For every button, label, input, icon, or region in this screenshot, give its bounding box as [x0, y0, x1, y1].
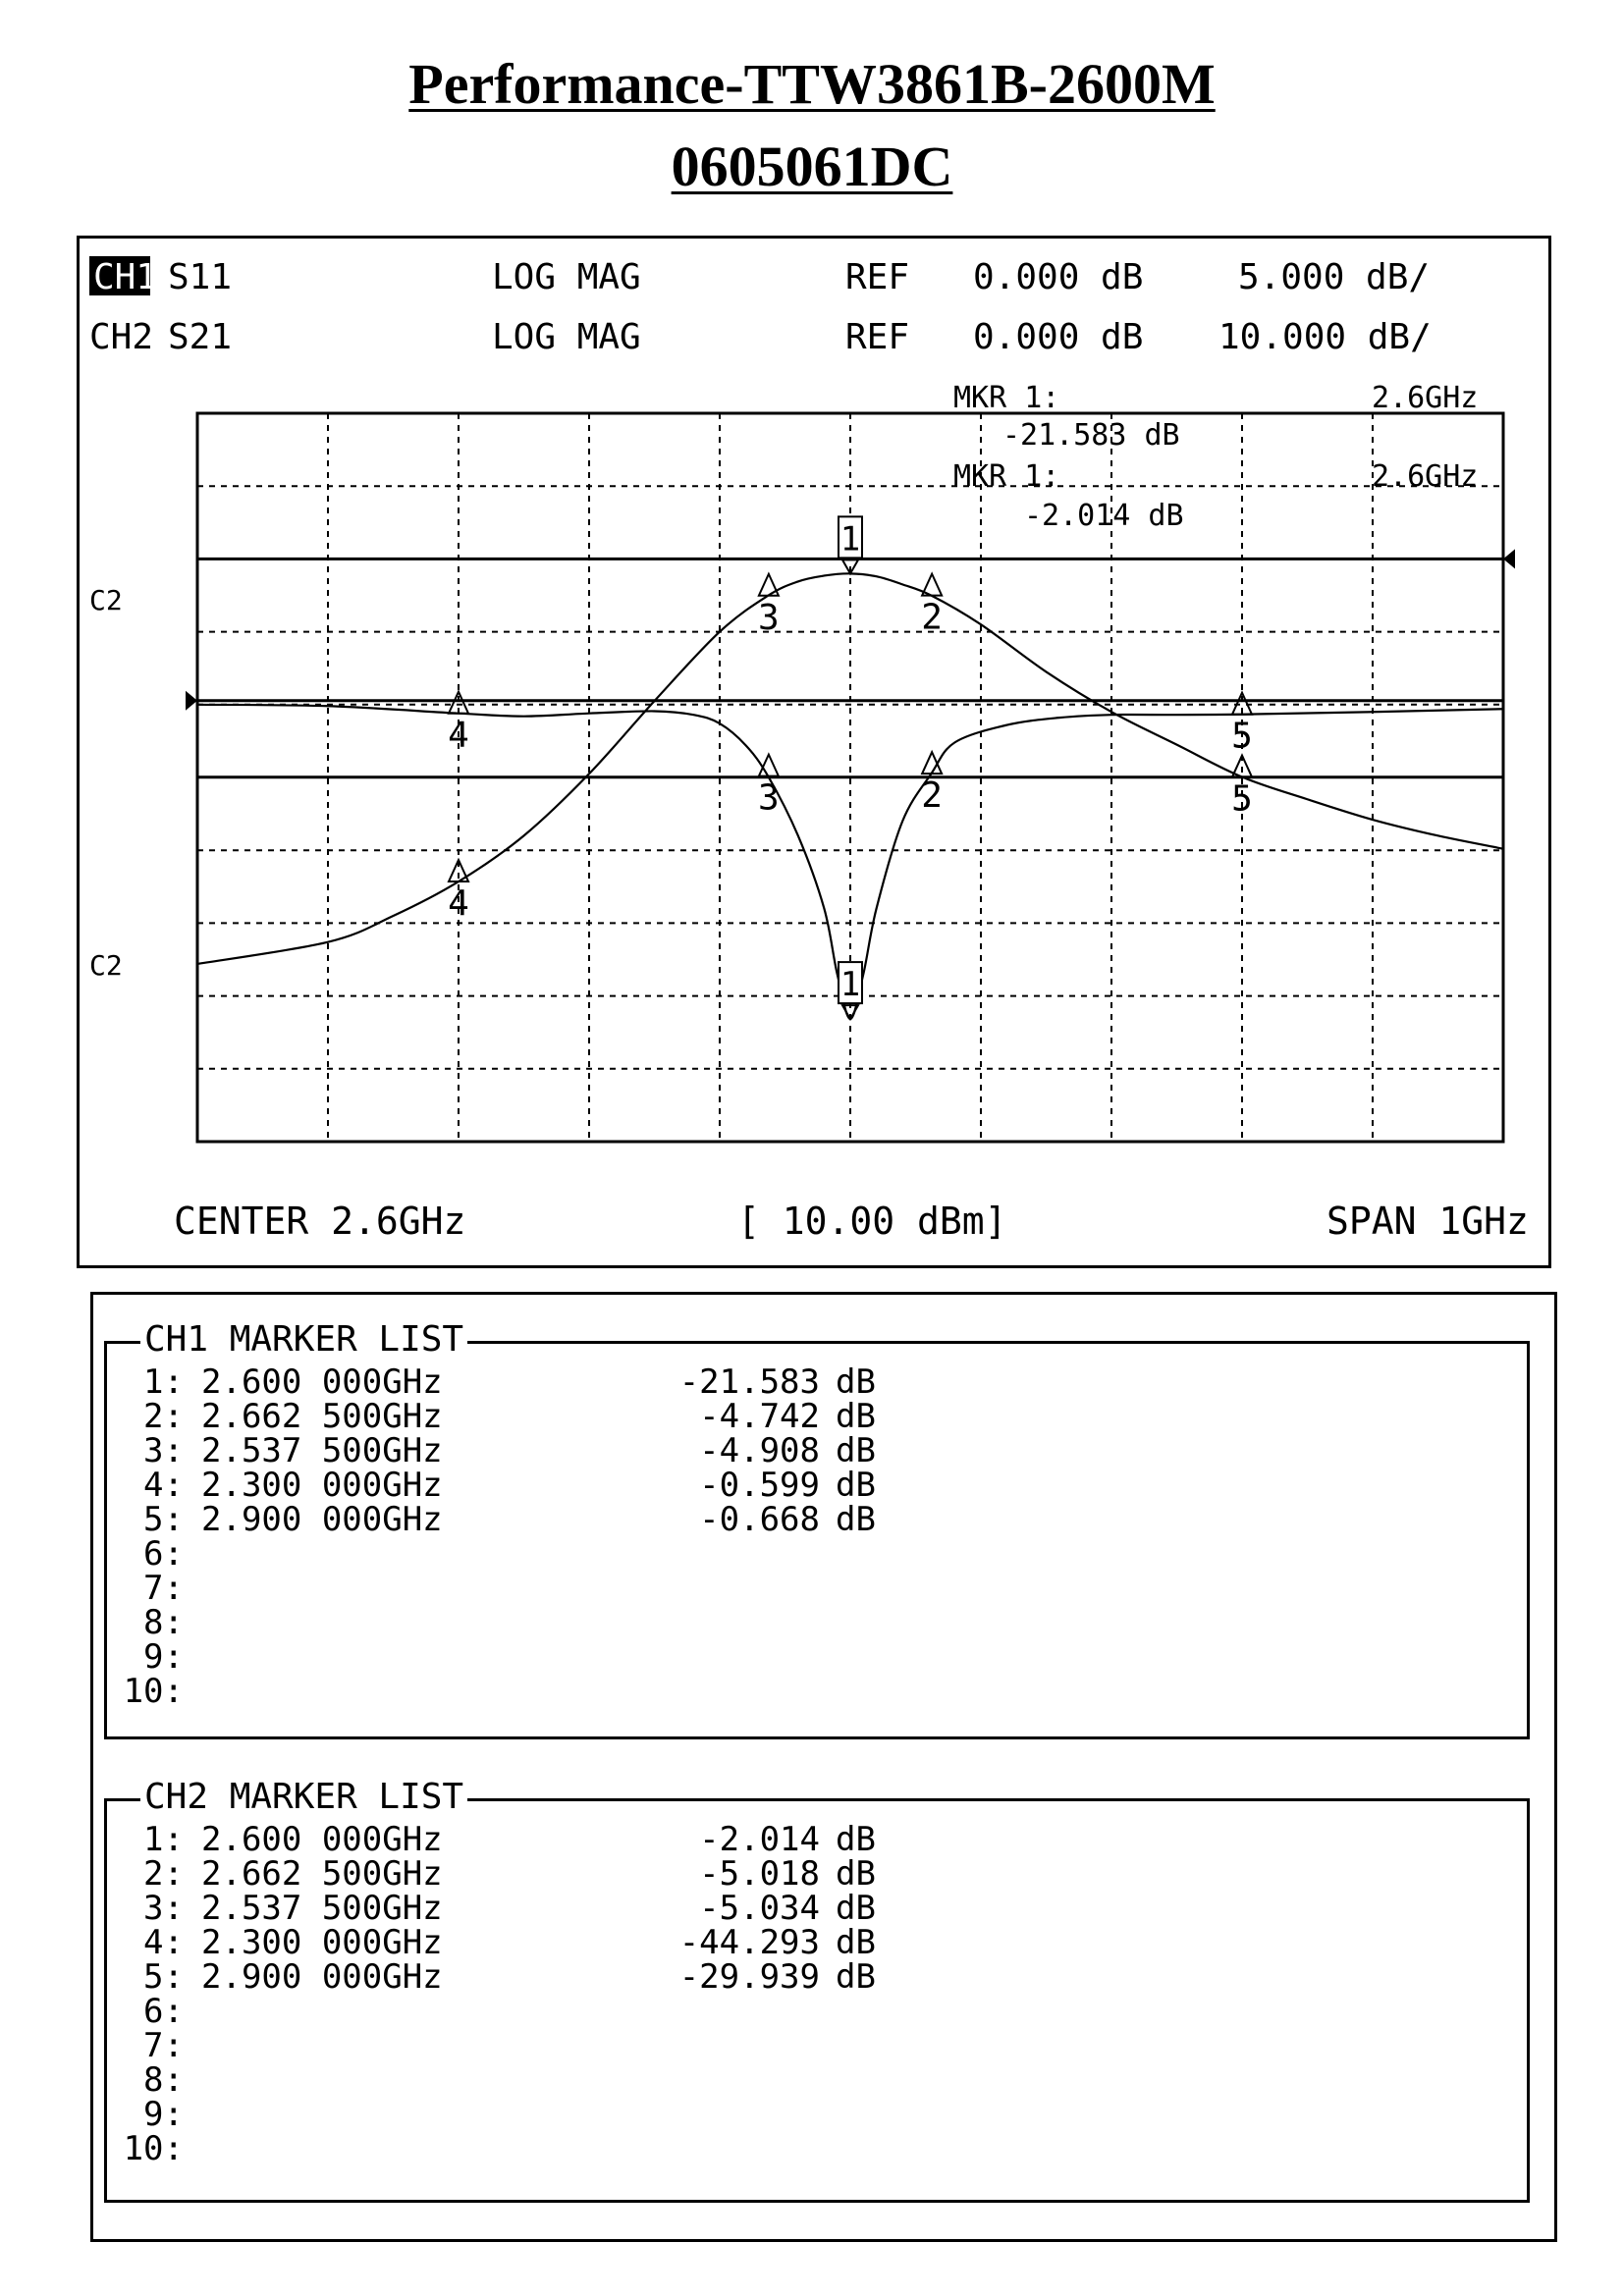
ch2-marker-row-frequency: 2.600 000GHz	[201, 1820, 443, 1859]
ch1-marker-row-index: 2:	[143, 1397, 184, 1436]
ch2-marker-row-index: 7:	[143, 2026, 184, 2065]
ch1-marker-row-unit	[820, 1675, 904, 1709]
ch2-marker-row	[107, 1889, 904, 1928]
ch1-marker-row-frequency: 2.300 000GHz	[201, 1466, 443, 1505]
ch2-ref-arrow	[1503, 549, 1515, 568]
mkr1-ch1-freq: 2.6GHz	[1372, 381, 1479, 415]
ch2-param: S21	[168, 317, 233, 357]
ch1-marker-row	[107, 1534, 904, 1574]
ch1-marker-row	[107, 1672, 904, 1711]
ch1-label: CH1	[93, 257, 158, 297]
ch2-marker-row-value: -5.018	[699, 1854, 820, 1894]
ch1-ref-arrow	[186, 691, 197, 711]
ch1-marker-row-frequency: 2.600 000GHz	[201, 1362, 443, 1402]
source-power: [ 10.00 dBm]	[737, 1200, 1007, 1243]
ch2-marker-list	[107, 1820, 904, 2168]
ch2-marker-row-value	[496, 2132, 820, 2166]
ch2-marker-row-unit: dB	[836, 1889, 876, 1928]
ch2-marker-row-index: 4:	[143, 1923, 184, 1962]
ch1-marker-row-frequency: 2.537 500GHz	[201, 1431, 443, 1470]
ch1-marker-row-value: -0.668	[699, 1500, 820, 1539]
ch1-marker-1-number: 1	[839, 965, 861, 1005]
ch2-marker-list-panel	[104, 1777, 1530, 2203]
ch1-marker-row-frequency: 2.900 000GHz	[201, 1500, 443, 1539]
ch2-marker-row	[107, 1854, 904, 1894]
ch1-marker-row-index: 10:	[123, 1672, 184, 1711]
ch2-label: CH2	[89, 317, 154, 357]
ch1-marker-row	[107, 1468, 904, 1503]
ch2-marker-row-value	[496, 1995, 820, 2029]
mkr1-ch1-label: MKR 1:	[953, 381, 1060, 415]
ch2-marker-list-title: CH2 MARKER LIST	[140, 1780, 467, 1815]
ch1-marker-row-index: 4:	[143, 1466, 184, 1505]
ch2-marker-row-index: 8:	[143, 2060, 184, 2100]
ch2-marker-row-index: 3:	[143, 1889, 184, 1928]
ch1-marker-row	[107, 1637, 904, 1677]
ch2-marker-row-value: -5.034	[699, 1889, 820, 1928]
ch2-marker-row-unit	[820, 2029, 904, 2063]
mkr1-ch2-label: MKR 1:	[953, 459, 1060, 494]
ch2-marker-row-value	[496, 2098, 820, 2132]
ch2-marker-row-frequency	[184, 2098, 496, 2132]
ch1-marker-row-unit	[820, 1606, 904, 1640]
ch2-marker-4-number: 4	[448, 883, 469, 925]
ch1-marker-row-frequency	[184, 1572, 496, 1606]
ch2-marker-3-number: 3	[758, 597, 780, 638]
ch2-marker-row-index: 10:	[123, 2129, 184, 2168]
c2-label-bottom: C2	[89, 949, 123, 982]
ch1-marker-row	[107, 1569, 904, 1608]
ch2-scale: 10.000 dB/	[1218, 317, 1432, 357]
center-frequency: CENTER 2.6GHz	[174, 1200, 466, 1243]
ch1-marker-row-value	[496, 1675, 820, 1709]
ch1-marker-row-frequency	[184, 1606, 496, 1640]
ch2-marker-row-index: 2:	[143, 1854, 184, 1894]
ch1-marker-row-unit: dB	[836, 1466, 876, 1505]
ch1-format: LOG MAG	[492, 257, 641, 297]
ch2-marker-row	[107, 2026, 904, 2065]
ch1-marker-row	[107, 1431, 904, 1470]
ch1-marker-list	[107, 1362, 904, 1711]
ch2-ref-value: 0.000 dB	[973, 317, 1144, 357]
ch2-marker-row-unit	[820, 2063, 904, 2098]
ch2-marker-row-unit: dB	[836, 1923, 876, 1962]
ch2-marker-row-frequency	[184, 2063, 496, 2098]
ch1-marker-row	[107, 1397, 904, 1436]
ch2-marker-row-unit: dB	[836, 1957, 876, 1997]
ch1-marker-row-value: -4.908	[699, 1431, 820, 1470]
ch1-marker-row-index: 1:	[143, 1362, 184, 1402]
ch1-marker-row-frequency	[184, 1675, 496, 1709]
ch2-marker-row	[107, 2060, 904, 2100]
ch2-marker-row	[107, 1923, 904, 1962]
ch1-marker-row-index: 3:	[143, 1431, 184, 1470]
ch2-marker-row-value	[496, 2063, 820, 2098]
ch2-marker-row-index: 5:	[143, 1957, 184, 1997]
ch2-marker-row	[107, 2095, 904, 2134]
ch2-marker-row-unit: dB	[836, 1854, 876, 1894]
ch1-marker-row-unit: dB	[836, 1362, 876, 1402]
ch2-marker-row	[107, 2129, 904, 2168]
ch2-marker-row-unit: dB	[836, 1820, 876, 1859]
ch2-marker-row-unit	[820, 2132, 904, 2166]
page-subtitle: 0605061DC	[671, 134, 953, 198]
page-title: Performance-TTW3861B-2600M	[408, 52, 1216, 116]
ch1-marker-2-number: 2	[921, 775, 943, 817]
ch2-marker-row	[107, 1992, 904, 2031]
ch2-marker-row-index: 6:	[143, 1992, 184, 2031]
ch1-marker-row-unit: dB	[836, 1397, 876, 1436]
ch2-marker-5-number: 5	[1231, 778, 1253, 820]
ch1-marker-3-number: 3	[758, 777, 780, 819]
mkr1-ch2-value: -2.014 dB	[1024, 499, 1184, 533]
ch1-ref-value: 0.000 dB	[973, 257, 1144, 297]
ch1-marker-row-frequency	[184, 1537, 496, 1572]
ch1-marker-row-value	[496, 1640, 820, 1675]
ch1-marker-row	[107, 1362, 904, 1402]
c2-label-top: C2	[89, 584, 123, 616]
mkr1-ch1-value: -21.583 dB	[1002, 418, 1180, 453]
ch1-marker-row-value	[496, 1572, 820, 1606]
ch1-marker-row-value	[496, 1606, 820, 1640]
ch2-marker-row-frequency	[184, 1995, 496, 2029]
ch2-marker-row-frequency	[184, 2029, 496, 2063]
ch1-marker-row-unit	[820, 1640, 904, 1675]
ch2-marker-2-number: 2	[921, 597, 943, 638]
ch2-marker-row-unit	[820, 1995, 904, 2029]
ch1-marker-5-number: 5	[1231, 716, 1253, 757]
ch1-marker-row	[107, 1603, 904, 1642]
ch2-marker-row-frequency: 2.537 500GHz	[201, 1889, 443, 1928]
ch1-marker-row-value: -21.583	[678, 1362, 820, 1402]
ch2-marker-row-unit	[820, 2098, 904, 2132]
ch1-marker-row-index: 9:	[143, 1637, 184, 1677]
ch2-format: LOG MAG	[492, 317, 641, 357]
ch2-marker-row-frequency	[184, 2132, 496, 2166]
ch2-marker-1-number: 1	[839, 519, 861, 560]
ch2-marker-row-frequency: 2.300 000GHz	[201, 1923, 443, 1962]
ch2-marker-row-frequency: 2.900 000GHz	[201, 1957, 443, 1997]
ch1-marker-row-unit	[820, 1572, 904, 1606]
ch1-marker-row-unit: dB	[836, 1500, 876, 1539]
ch2-marker-row-value: -2.014	[699, 1820, 820, 1859]
analyzer-plot	[80, 239, 1548, 1265]
ch1-marker-row-value: -4.742	[699, 1397, 820, 1436]
ch2-marker-row-value: -44.293	[678, 1923, 820, 1962]
ch2-ref-label: REF	[845, 317, 910, 357]
ch2-marker-row-index: 1:	[143, 1820, 184, 1859]
ch1-marker-row-index: 7:	[143, 1569, 184, 1608]
ch1-marker-row-value	[496, 1537, 820, 1572]
ch1-ref-label: REF	[845, 257, 910, 297]
ch2-marker-row-value: -29.939	[678, 1957, 820, 1997]
ch1-marker-row-value: -0.599	[699, 1466, 820, 1505]
span: SPAN 1GHz	[1326, 1200, 1529, 1243]
ch1-marker-list-panel	[104, 1319, 1530, 1739]
ch1-marker-row-index: 8:	[143, 1603, 184, 1642]
ch1-param: S11	[168, 257, 233, 297]
ch1-marker-row-index: 5:	[143, 1500, 184, 1539]
network-analyzer-screen	[77, 236, 1551, 1268]
ch2-marker-row	[107, 1820, 904, 1859]
ch1-marker-row-frequency: 2.662 500GHz	[201, 1397, 443, 1436]
ch1-marker-list-title: CH1 MARKER LIST	[140, 1322, 467, 1358]
ch1-marker-row-frequency	[184, 1640, 496, 1675]
ch1-marker-row	[107, 1500, 904, 1539]
ch1-marker-4-number: 4	[448, 715, 469, 756]
ch1-scale: 5.000 dB/	[1238, 257, 1431, 297]
mkr1-ch2-freq: 2.6GHz	[1372, 459, 1479, 494]
ch2-marker-row	[107, 1957, 904, 1997]
ch1-marker-row-index: 6:	[143, 1534, 184, 1574]
ch2-marker-row-value	[496, 2029, 820, 2063]
ch1-marker-row-unit: dB	[836, 1431, 876, 1470]
ch2-marker-row-index: 9:	[143, 2095, 184, 2134]
ch2-marker-row-frequency: 2.662 500GHz	[201, 1854, 443, 1894]
ch1-marker-row-unit	[820, 1537, 904, 1572]
